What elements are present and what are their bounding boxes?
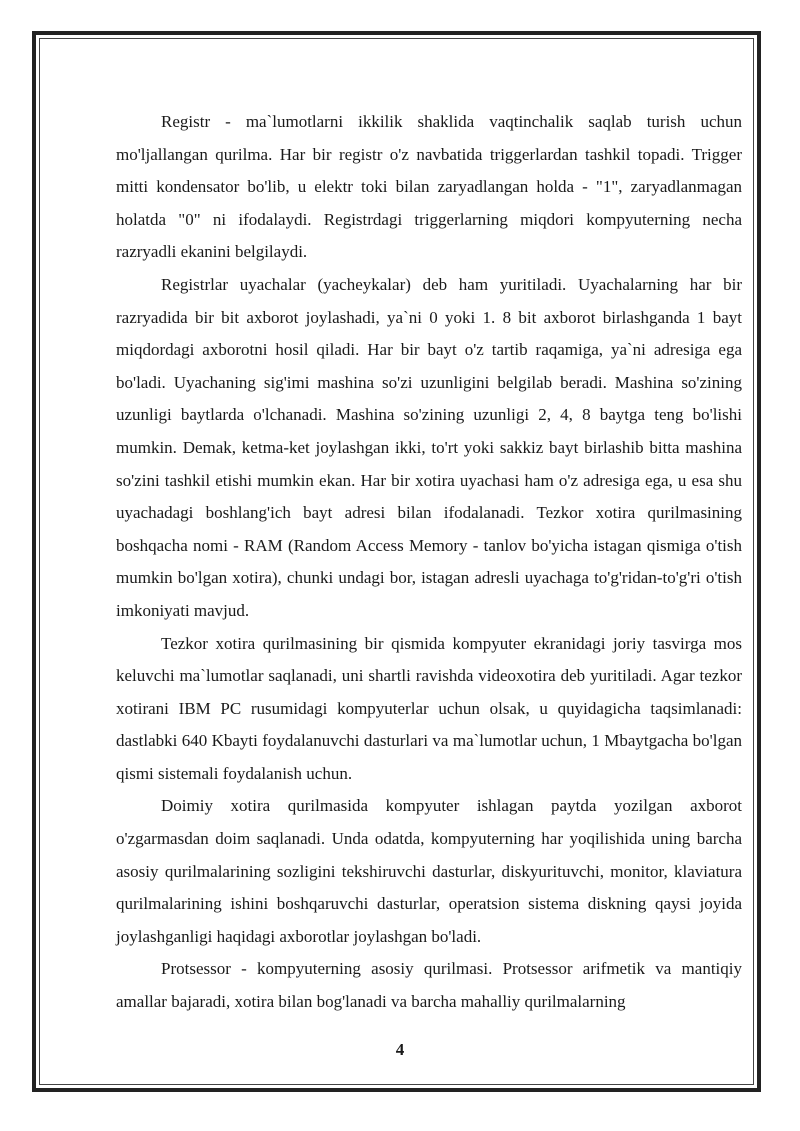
- page-number: 4: [395, 1040, 405, 1059]
- paragraph-tezkor-xotira: Tezkor xotira qurilmasining bir qismida kompyuter ekranidagi joriy tasvirga mos keluvchi ma`lumotlar saqlanadi, uni shartli ravishda videoxotira deb yuritiladi. Agar tezkor xotirani IBM PC rusumidagi kompyuterlar uchun olsak, u quyidagicha taqsimlanadi: dastlabki 640 Kbayti foydalanuvchi dasturlari va ma`lumotlar uchun, 1 Mbaytgacha bo'lgan qismi sistemali foydalanish uchun.: [116, 633, 742, 783]
- document-body: [116, 106, 742, 1019]
- paragraph-registrlar: Registrlar uyachalar (yacheykalar) deb ham yuritiladi. Uyachalarning har bir razryadida bir bit axborot joylashadi, ya`ni 0 yoki 1. 8 bit axborot birlashganda 1 bayt miqdordagi axborotni hosil qiladi. Har bir bayt o'z tartib raqamiga, ya`ni adresiga ega bo'ladi. Uyachaning sig'imi mashina so'zi uzunligini belgilab beradi. Mashina so'zining uzunligi baytlarda o'lchanadi. Mashina so'zining uzunligi 2, 4, 8 baytga teng bo'lishi mumkin. Demak, ketma-ket joylashgan ikki, to'rt yoki sakkiz bayt birlashib bitta mashina so'zini tashkil etishi mumkin ekan. Har bir xotira uyachasi ham o'z adresiga ega, u esa shu uyachadagi boshlang'ich bayt adresi bilan ifodalanadi. Tezkor xotira qurilmasining boshqacha nomi - RAM (Random Access Memory - tanlov bo'yicha istagan qismiga o'tish mumkin bo'lgan xotira), chunki undagi bor, istagan adresli uyachaga to'g'ridan-to'g'ri o'tish imkoniyati mavjud.: [116, 274, 742, 620]
- paragraph-protsessor: Protsessor - kompyuterning asosiy qurilmasi. Protsessor arifmetik va mantiqiy amallar bajaradi, xotira bilan bog'lanadi va barcha mahalliy qurilmalarning: [116, 959, 742, 1012]
- paragraph-registr: Registr - ma`lumotlarni ikkilik shaklida vaqtinchalik saqlab turish uchun mo'ljallangan qurilma. Har bir registr o'z navbatida triggerlardan tashkil topadi. Trigger mitti kondensator bo'lib, u elektr toki bilan zaryadlangan holda - "1", zaryadlanmagan holatda "0" ni ifodalaydi. Registrdagi triggerlarning miqdori kompyuterning necha razryadli ekanini belgilaydi.: [116, 112, 742, 262]
- paragraph-doimiy-xotira: Doimiy xotira qurilmasida kompyuter ishlagan paytda yozilgan axborot o'zgarmasdan doim saqlanadi. Unda odatda, kompyuterning har yoqilishida uning barcha asosiy qurilmalarining sozligini tekshiruvchi dasturlar, diskyurituvchi, monitor, klaviatura qurilmalarining ishini boshqaruvchi dasturlar, operatsion sistema diskning qaysi joyida joylashganligi haqidagi axborotlar joylashgan bo'ladi.: [116, 796, 742, 946]
